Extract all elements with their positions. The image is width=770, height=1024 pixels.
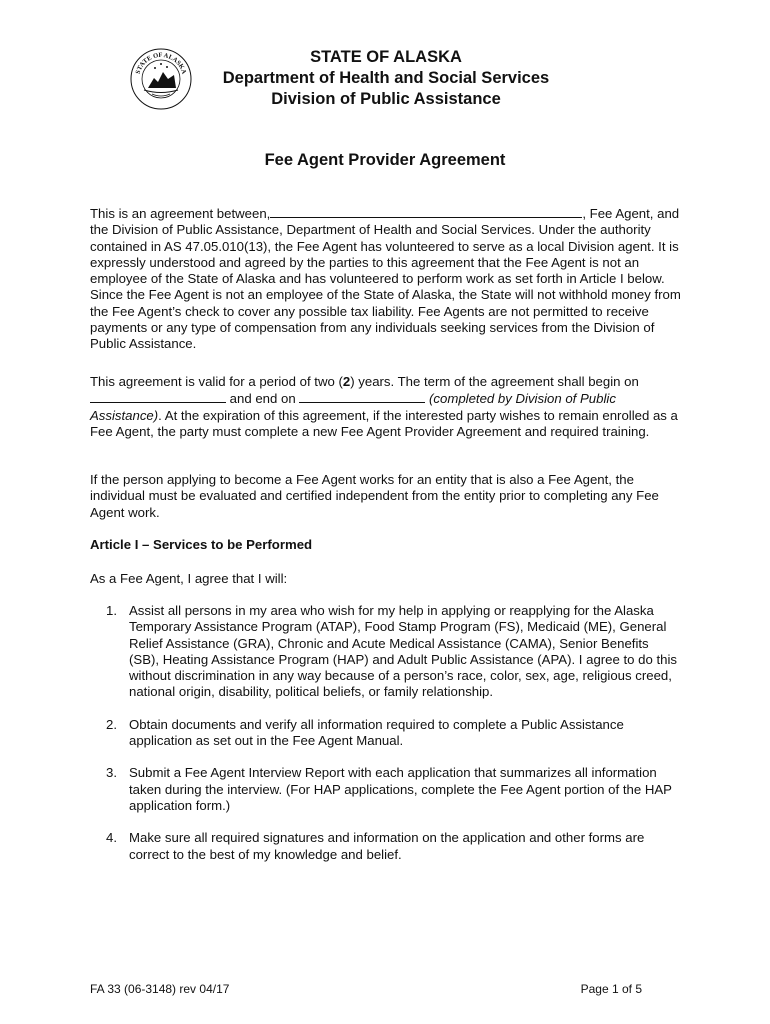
- letterhead: [196, 47, 576, 110]
- item-text: Assist all persons in my area who wish for my help in applying or reapplying for the Alaska Temporary Assistance Program (ATAP), Food Stamp Program (FS), Medicaid (ME), General Relief Assistance (GRA), Chronic and Acute Medical Assistance (CAMA), Senior Benefits (SB), Heating Assistance Program (HAP) and Adult Public Assistance (APA). I agree to do this without discrimination in any way because of a person’s race, color, sex, age, religious creed, national origin, disability, political beliefs, or family relationship.: [129, 603, 678, 700]
- term-mid: ) years. The term of the agreement shall begin on: [350, 374, 639, 389]
- item-number: 3.: [106, 765, 117, 781]
- item-text: Make sure all required signatures and information on the application and other forms are correct to the best of my knowledge and belief.: [129, 830, 645, 862]
- page-number: Page 1 of 5: [580, 982, 642, 996]
- item-number: 4.: [106, 830, 117, 846]
- item-text: Submit a Fee Agent Interview Report with each application that summarizes all information taken during the interview. (For HAP applications, complete the Fee Agent portion of the HAP application form.): [129, 765, 672, 813]
- list-item: [90, 603, 682, 701]
- intro-pre: This is an agreement between,: [90, 206, 271, 221]
- list-item: [90, 765, 682, 814]
- agreement-lead: As a Fee Agent, I agree that I will:: [90, 571, 288, 586]
- term-pre: This agreement is valid for a period of two (: [90, 374, 343, 389]
- agency-division: Division of Public Assistance: [271, 90, 501, 108]
- intro-post: , Fee Agent, and the Division of Public Assistance, Department of Health and Social Services. Under the authority contained in AS 47.05.010(13), the Fee Agent has volunteered to serve as a local Division agent. It is expressly understood and agreed by the parties to this agreement that the Fee Agent is not an employee of the State of Alaska and has volunteered to perform work as set forth in Article I below. Since the Fee Agent is not an employee of the State of Alaska, the State will not withhold money from the Fee Agent’s check to cover any possible tax liability. Fee Agents are not permitted to receive payments or any type of compensation from any individuals seeking services from the Division of Public Assistance.: [90, 206, 681, 352]
- document-title: Fee Agent Provider Agreement: [264, 151, 506, 169]
- seal-lettering: STATE OF ALASKA: [134, 51, 188, 75]
- intro-paragraph: [90, 205, 682, 353]
- term-and-end: and end on: [226, 391, 300, 407]
- state-seal-icon: [130, 48, 192, 110]
- term-paragraph: [90, 374, 682, 440]
- start-date-blank[interactable]: [90, 390, 226, 403]
- item-number: 2.: [106, 716, 117, 732]
- item-number: 1.: [106, 603, 117, 618]
- term-post: . At the expiration of this agreement, if the interested party wishes to remain enrolled as a Fee Agent, the party must complete a new Fee Agent Provider Agreement and required training.: [90, 407, 678, 439]
- list-item: [90, 717, 682, 750]
- list-item: [90, 830, 682, 863]
- article-heading: Article I – Services to be Performed: [90, 537, 313, 552]
- term-note: (completed by Division of Public Assistance): [90, 391, 616, 423]
- independence-paragraph: If the person applying to become a Fee Agent works for an entity that is also a Fee Agent, the individual must be evaluated and certified independent from the entity prior to completing any Fee Agent work.: [90, 472, 659, 520]
- term-years: 2: [342, 374, 351, 389]
- agency-state: STATE OF ALASKA: [310, 48, 462, 66]
- form-id: FA 33 (06-3148) rev 04/17: [90, 982, 230, 996]
- services-list: [90, 603, 682, 879]
- item-text: Obtain documents and verify all information required to complete a Public Assistance application as set out in the Fee Agent Manual.: [129, 716, 624, 749]
- end-date-blank[interactable]: [299, 390, 425, 403]
- agency-department: Department of Health and Social Services: [222, 69, 550, 87]
- fee-agent-name-blank[interactable]: [270, 205, 582, 218]
